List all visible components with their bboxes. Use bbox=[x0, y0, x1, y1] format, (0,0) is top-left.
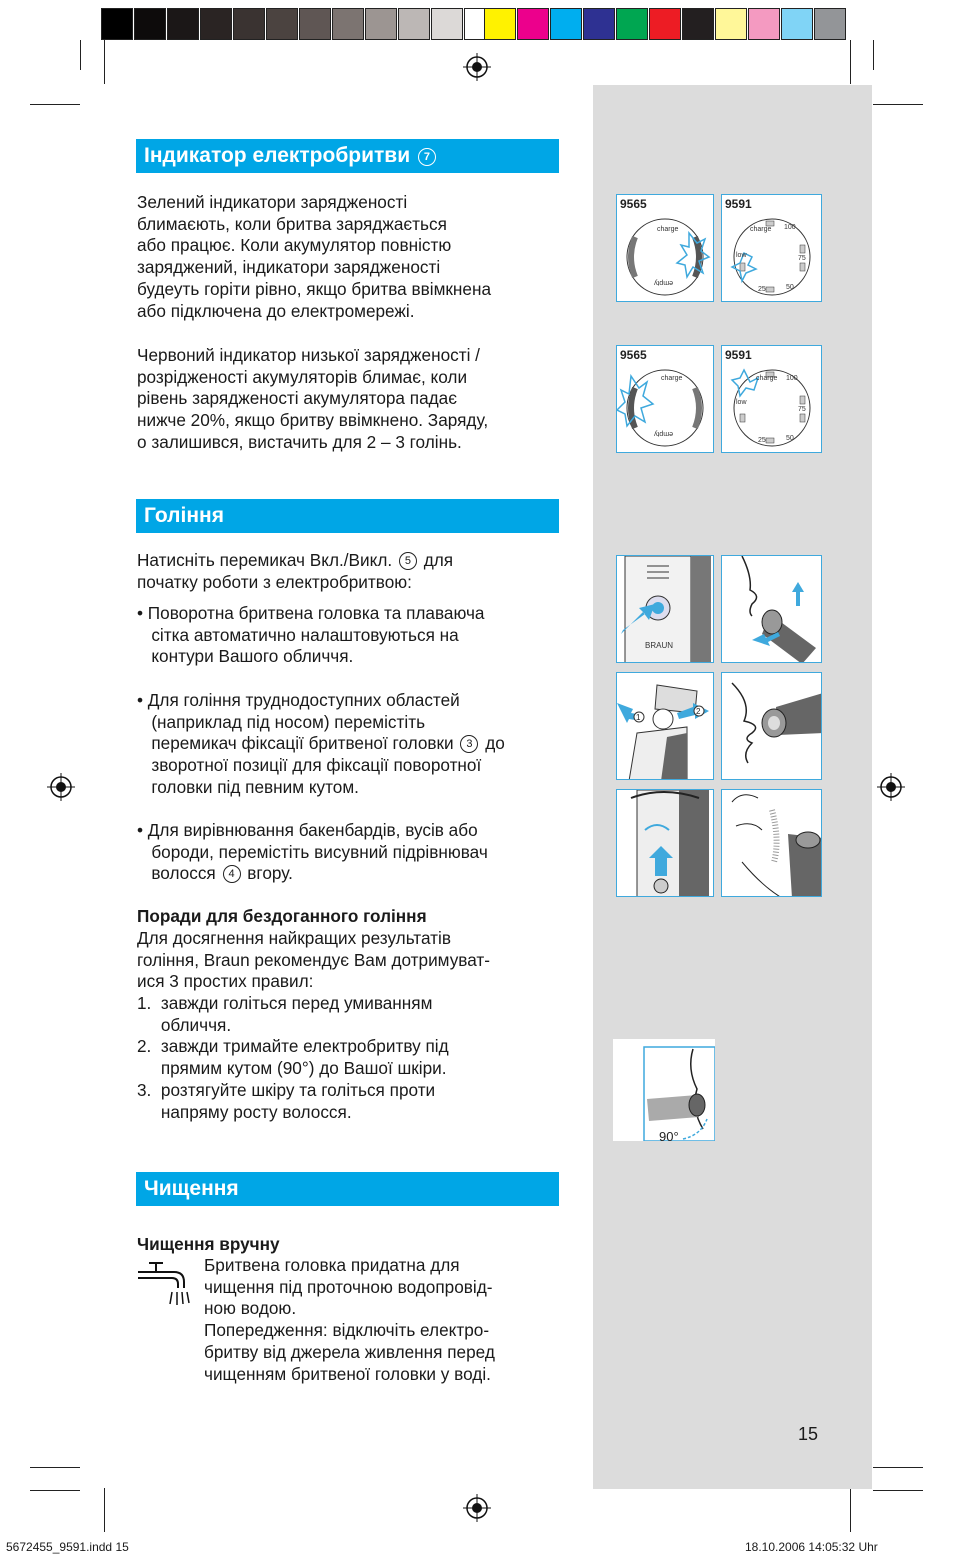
text-span: головки під певним кутом. bbox=[137, 776, 359, 797]
water-tap-icon bbox=[136, 1258, 192, 1308]
color-swatch bbox=[616, 8, 648, 40]
color-swatch bbox=[332, 8, 364, 40]
list-item: напряму росту волосся. bbox=[137, 1101, 352, 1122]
text-line: нижче 20%, якщо бритву ввімкнено. Заряду, bbox=[137, 410, 489, 431]
color-swatch bbox=[550, 8, 582, 40]
figure-label: 9591 bbox=[725, 197, 752, 211]
registration-mark-icon bbox=[463, 53, 491, 81]
scale-75: 75 bbox=[798, 406, 806, 413]
charge-label: charge bbox=[661, 375, 683, 382]
section-header-indicator bbox=[136, 139, 559, 173]
registration-mark-icon bbox=[47, 773, 75, 801]
list-item: обличчя. bbox=[137, 1014, 232, 1035]
reference-number: 7 bbox=[418, 148, 436, 166]
text-line: Бритвена головка придатна для bbox=[204, 1255, 460, 1275]
indicator-paragraph-2 bbox=[137, 345, 488, 454]
color-swatch bbox=[200, 8, 232, 40]
shaving-bullet-1 bbox=[137, 603, 484, 668]
color-swatch bbox=[517, 8, 549, 40]
cleaning-subtitle: Чищення вручну bbox=[137, 1234, 280, 1254]
step-label: 2 bbox=[696, 707, 701, 716]
text-line: Попередження: відключіть електро- bbox=[204, 1320, 490, 1341]
grey-calibration-bar bbox=[101, 8, 497, 42]
crop-mark bbox=[873, 104, 923, 105]
crop-mark bbox=[30, 1490, 80, 1491]
battery-gauge-icon bbox=[617, 195, 714, 302]
figure-lock-switch bbox=[616, 672, 714, 780]
section-header-shaving bbox=[136, 499, 559, 533]
figure-sideburns bbox=[721, 789, 822, 897]
scale-25: 25 bbox=[758, 437, 766, 444]
color-swatch bbox=[299, 8, 331, 40]
brand-label: BRAUN bbox=[645, 641, 674, 650]
shaver-trimmer-illustration bbox=[617, 790, 714, 897]
text-line: заряджений, індикатори зарядженості bbox=[137, 257, 441, 278]
section-title: Чищення bbox=[144, 1177, 239, 1200]
color-swatch bbox=[781, 8, 813, 40]
shaver-mouth-illustration bbox=[722, 673, 822, 780]
text-line: • Поворотна бритвена головка та плаваюча bbox=[137, 603, 485, 623]
text-span: • Для вирівнювання бакенбардів, вусів або bbox=[137, 820, 478, 840]
text-span: Натисніть перемикач Вкл./Викл. bbox=[137, 550, 393, 570]
crop-mark bbox=[30, 1467, 80, 1468]
battery-scale-icon bbox=[722, 195, 822, 302]
shaver-angle-illustration bbox=[613, 1039, 715, 1141]
shaver-sideburns-illustration bbox=[722, 790, 822, 897]
empty-label: empty bbox=[653, 279, 673, 286]
color-swatch bbox=[484, 8, 516, 40]
crop-mark bbox=[104, 1488, 105, 1532]
page-number: 15 bbox=[798, 1424, 819, 1444]
text-line: ною водою. bbox=[204, 1298, 297, 1319]
scale-75: 75 bbox=[798, 255, 806, 262]
figure-label: 9565 bbox=[620, 348, 647, 362]
text-line: сітка автоматично налаштовуються на bbox=[137, 624, 459, 645]
figure-label: 9565 bbox=[620, 197, 647, 211]
crop-mark bbox=[850, 1488, 851, 1532]
figure-switch-on bbox=[616, 555, 714, 663]
text-span: зворотної позиції для фіксації поворотної bbox=[137, 755, 482, 776]
color-swatch bbox=[365, 8, 397, 40]
scale-25: 25 bbox=[758, 286, 766, 293]
list-item: 1. завжди голіться перед умиванням bbox=[137, 993, 433, 1013]
color-swatch bbox=[583, 8, 615, 40]
reference-number: 4 bbox=[223, 865, 241, 883]
tips-intro bbox=[137, 928, 490, 993]
reference-number: 5 bbox=[399, 552, 417, 570]
footer-timestamp: 18.10.2006 14:05:32 Uhr bbox=[745, 1540, 878, 1554]
text-line: рівень зарядженості акумулятора падає bbox=[137, 388, 457, 409]
color-swatch bbox=[134, 8, 166, 40]
text-line: гоління, Braun рекомендує Вам дотримуват- bbox=[137, 949, 490, 970]
text-line: бритву від джерела живлення перед bbox=[204, 1341, 495, 1362]
list-item: 2. завжди тримайте електробритву під bbox=[137, 1036, 449, 1057]
indicator-figure-9591-charging bbox=[721, 194, 822, 302]
color-swatch bbox=[682, 8, 714, 40]
tips-title: Поради для бездоганного гоління bbox=[137, 906, 427, 926]
color-swatch bbox=[649, 8, 681, 40]
text-line: о залишився, вистачить для 2 – 3 голінь. bbox=[137, 431, 462, 452]
text-span: до bbox=[485, 733, 505, 754]
footer-file-info: 5672455_9591.indd 15 bbox=[6, 1540, 129, 1554]
text-span: волосся bbox=[137, 863, 216, 884]
shaving-intro bbox=[137, 550, 453, 593]
color-swatch bbox=[814, 8, 846, 40]
figure-under-nose bbox=[721, 555, 822, 663]
crop-mark bbox=[104, 40, 105, 84]
text-line: або працює. Коли акумулятор повністю bbox=[137, 235, 452, 256]
color-swatch bbox=[101, 8, 133, 40]
section-header-cleaning bbox=[136, 1172, 559, 1206]
text-span: (наприклад під носом) перемістіть bbox=[137, 711, 426, 732]
empty-label: empty bbox=[653, 430, 673, 437]
text-span: для bbox=[423, 550, 454, 570]
indicator-figure-9565-low bbox=[616, 345, 714, 453]
reference-number: 3 bbox=[460, 735, 478, 753]
crop-mark bbox=[873, 1467, 923, 1468]
section-title: Гоління bbox=[144, 504, 224, 527]
cleaning-text bbox=[204, 1255, 495, 1385]
shaving-bullet-2 bbox=[137, 690, 505, 799]
text-line: блимаєють, коли бритва заряджається bbox=[137, 213, 447, 234]
indicator-figure-9591-low bbox=[721, 345, 822, 453]
scale-50: 50 bbox=[786, 435, 794, 442]
text-line: ися 3 простих правил: bbox=[137, 971, 314, 992]
section-title: Індикатор електробритви bbox=[144, 144, 411, 167]
crop-mark bbox=[80, 40, 81, 70]
figure-trimmer bbox=[616, 789, 714, 897]
text-span: вгору. bbox=[247, 863, 293, 884]
color-swatch bbox=[266, 8, 298, 40]
text-line: чищення під проточною водопровід- bbox=[204, 1276, 493, 1297]
crop-mark bbox=[30, 104, 80, 105]
indicator-paragraph-1 bbox=[137, 192, 491, 322]
color-swatch bbox=[431, 8, 463, 40]
figure-mouth bbox=[721, 672, 822, 780]
text-span: перемикач фіксації бритвеної головки bbox=[137, 733, 454, 754]
text-line: Для досягнення найкращих результатів bbox=[137, 928, 451, 948]
shaver-lock-illustration bbox=[617, 673, 714, 780]
scale-low: low bbox=[736, 252, 747, 259]
charge-label: charge bbox=[750, 226, 772, 233]
text-line: розрідженості акумуляторів блимає, коли bbox=[137, 366, 468, 387]
charge-label: charge bbox=[657, 226, 679, 233]
text-line: контури Вашого обличчя. bbox=[137, 646, 354, 667]
color-swatch bbox=[748, 8, 780, 40]
text-span: • Для гоління труднодоступних областей bbox=[137, 690, 460, 710]
color-swatch bbox=[233, 8, 265, 40]
crop-mark bbox=[873, 1490, 923, 1491]
figure-label: 9591 bbox=[725, 348, 752, 362]
registration-mark-icon bbox=[463, 1494, 491, 1522]
color-swatch bbox=[167, 8, 199, 40]
shaver-nose-illustration bbox=[722, 556, 822, 663]
angle-label: 90° bbox=[659, 1129, 679, 1141]
list-item: прямим кутом (90°) до Вашої шкіри. bbox=[137, 1058, 447, 1079]
tips-list bbox=[137, 993, 449, 1123]
shaver-switch-illustration bbox=[617, 556, 714, 663]
text-line: чищенням бритвеної головки у воді. bbox=[204, 1363, 491, 1384]
text-span: бороди, перемістіть висувний підрівнювач bbox=[137, 841, 488, 862]
text-line: будеуть горіти рівно, якщо бритва ввімкнена bbox=[137, 278, 492, 299]
crop-mark bbox=[850, 40, 851, 84]
scale-100: 100 bbox=[786, 375, 798, 382]
color-swatch bbox=[715, 8, 747, 40]
scale-100: 100 bbox=[784, 224, 796, 231]
text-span: початку роботи з електробритвою: bbox=[137, 571, 412, 592]
text-line: або підключена до електромережі. bbox=[137, 300, 415, 321]
list-item: 3. розтягуйте шкіру та голіться проти bbox=[137, 1079, 436, 1100]
battery-gauge-icon bbox=[617, 346, 714, 453]
text-line: Зелений індикатори зарядженості bbox=[137, 192, 408, 212]
color-swatch bbox=[398, 8, 430, 40]
scale-50: 50 bbox=[786, 284, 794, 291]
step-label: 1 bbox=[636, 713, 641, 722]
color-calibration-bar bbox=[484, 8, 847, 42]
shaving-bullet-3 bbox=[137, 820, 488, 885]
registration-mark-icon bbox=[877, 773, 905, 801]
text-line: Червоний індикатор низької зарядженості / bbox=[137, 345, 480, 365]
scale-low: low bbox=[736, 399, 747, 406]
battery-scale-icon bbox=[722, 346, 822, 453]
charge-label: charge bbox=[756, 375, 778, 382]
figure-90-degree bbox=[613, 1039, 715, 1141]
crop-mark bbox=[873, 40, 874, 70]
indicator-figure-9565-charging bbox=[616, 194, 714, 302]
